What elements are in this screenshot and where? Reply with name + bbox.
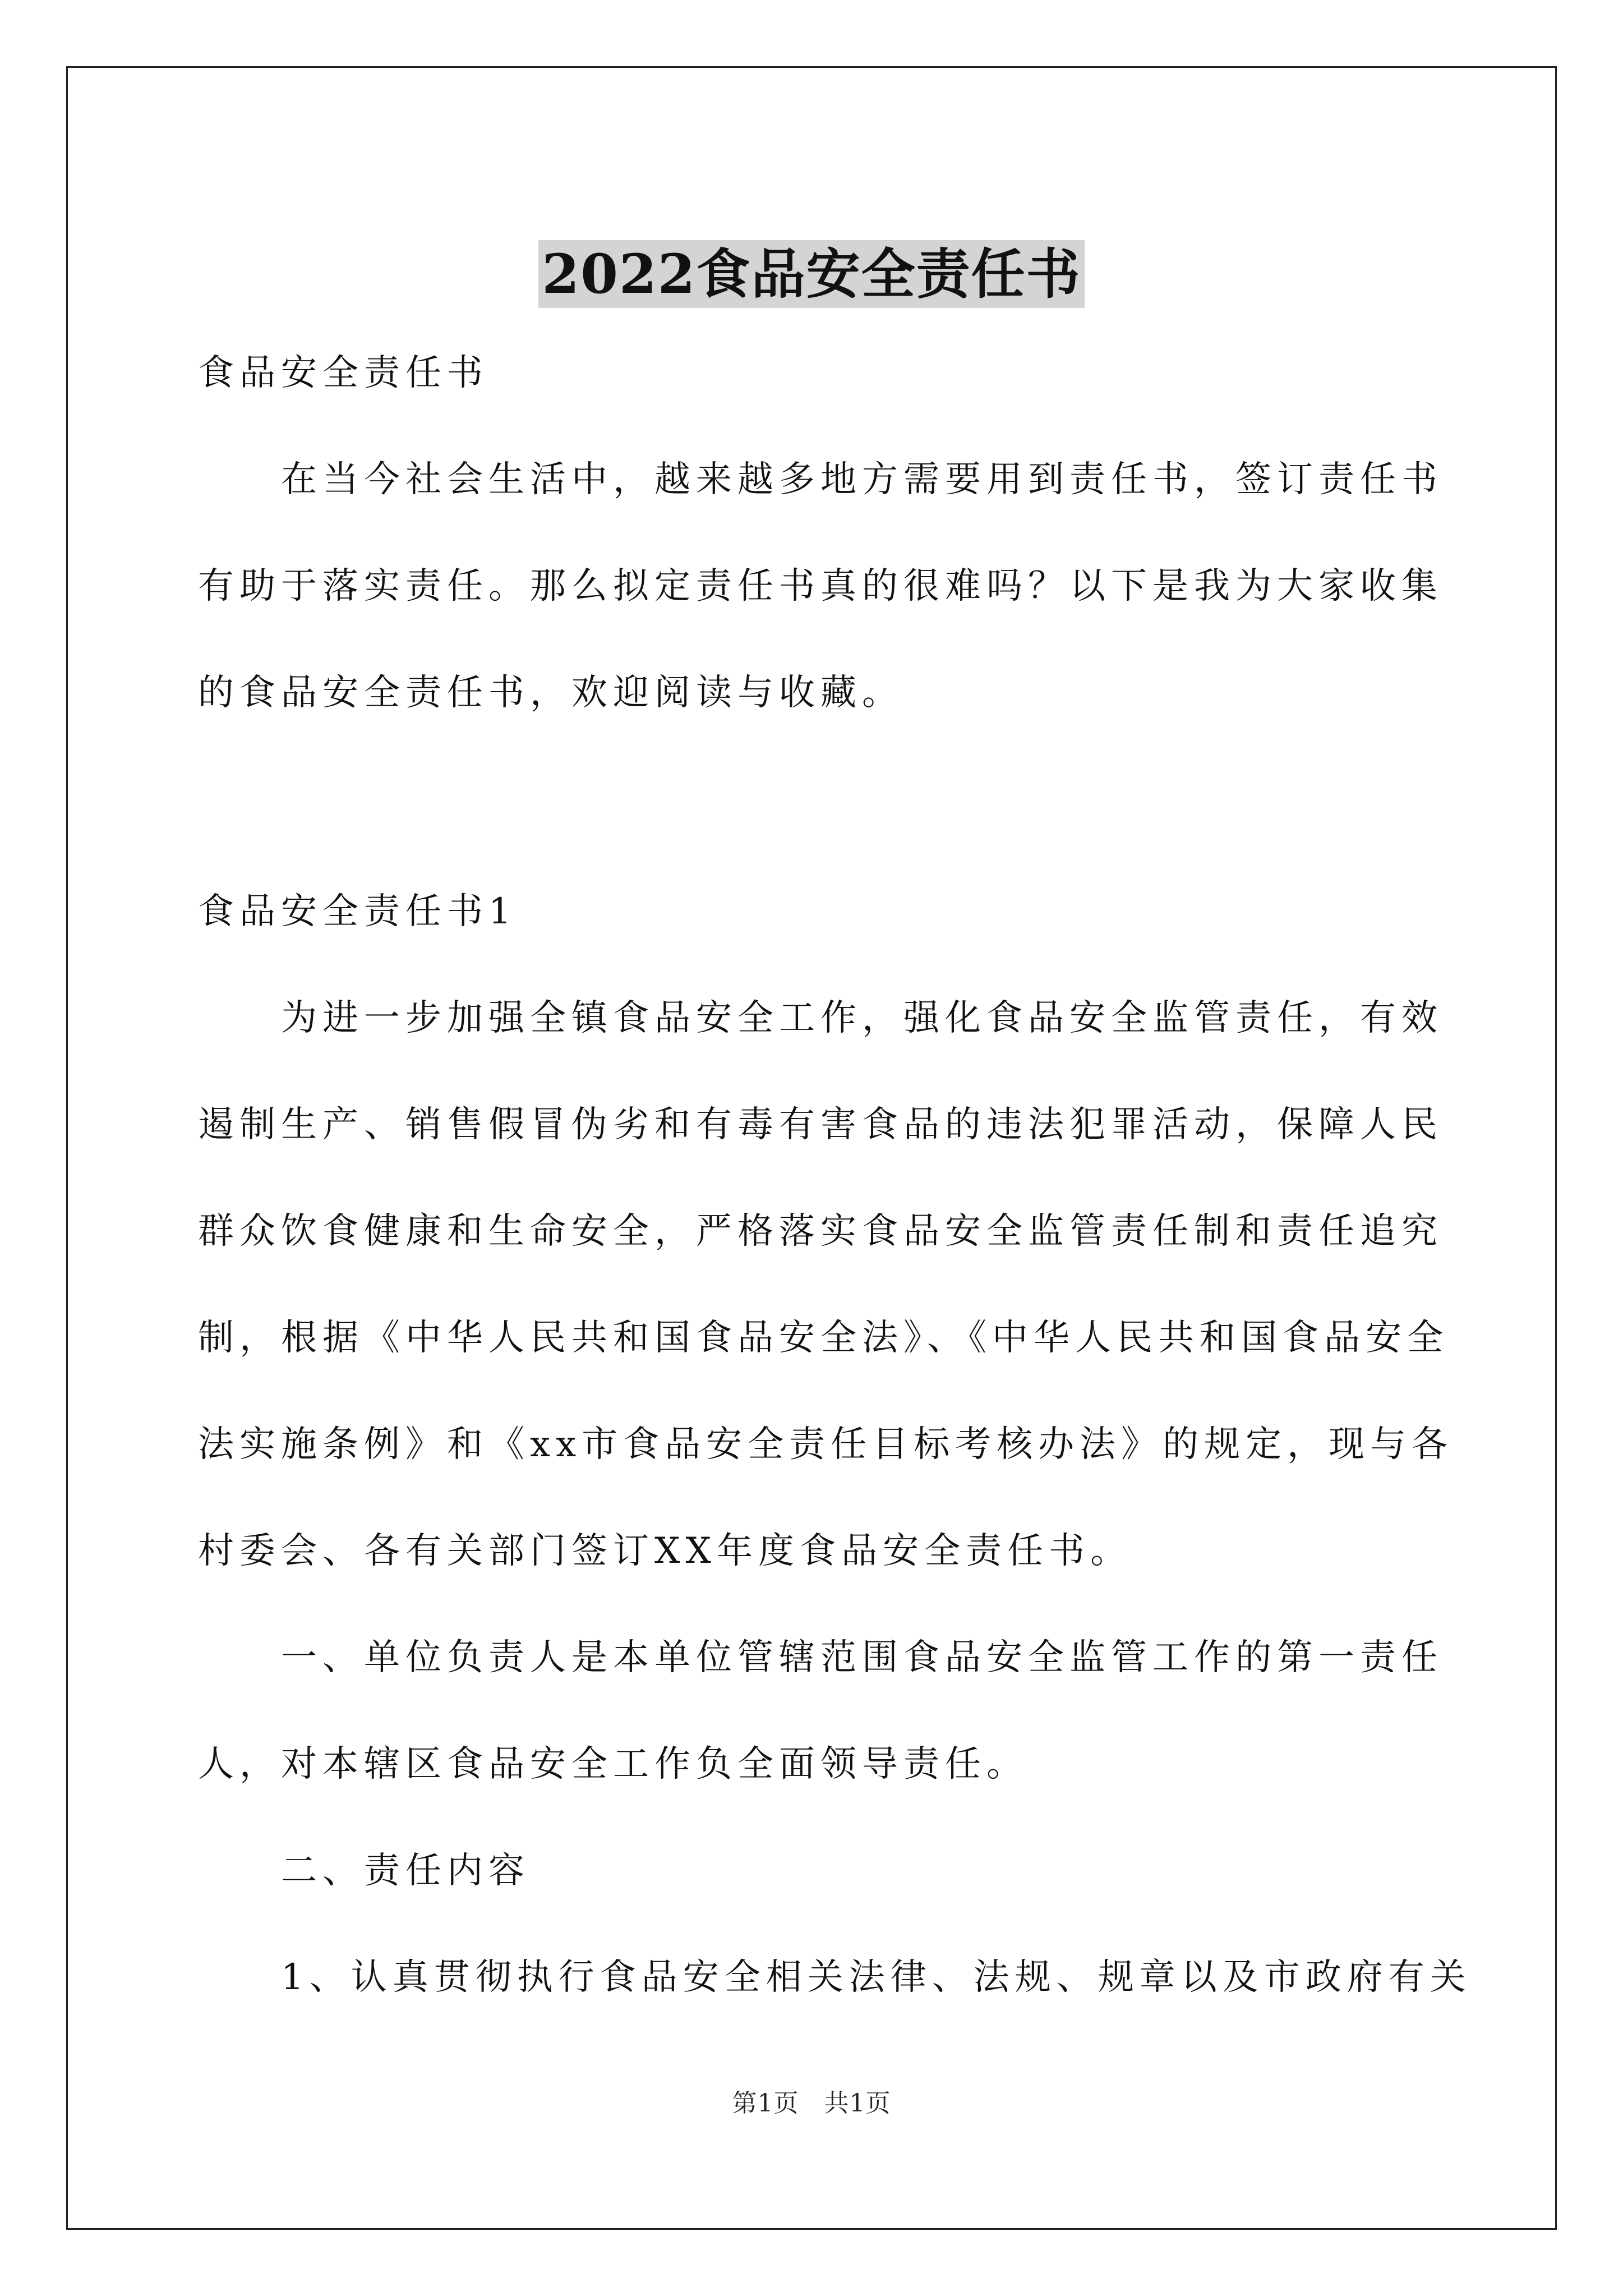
para1-line-3: 群众饮食健康和生命安全，严格落实食品安全监管责任制和责任追究: [198, 1211, 1443, 1252]
para1-line-6: 村委会、各有关部门签订XX年度食品安全责任书。: [198, 1530, 1132, 1572]
section-heading: 食品安全责任书1: [198, 891, 517, 932]
intro-line-2: 有助于落实责任。那么拟定责任书真的很难吗？以下是我为大家收集: [198, 565, 1443, 607]
para2-line-2: 人，对本辖区食品安全工作负全面领导责任。: [198, 1743, 1028, 1785]
para3-line: 二、责任内容: [281, 1850, 530, 1892]
para1-line-2: 遏制生产、销售假冒伪劣和有毒有害食品的违法犯罪活动，保障人民: [198, 1104, 1443, 1145]
subtitle: 食品安全责任书: [198, 352, 488, 394]
para1-line-5: 法实施条例》和《xx市食品安全责任目标考核办法》的规定，现与各: [198, 1424, 1454, 1465]
intro-line-1: 在当今社会生活中，越来越多地方需要用到责任书，签订责任书: [281, 459, 1443, 500]
document-title-text: 2022食品安全责任书: [538, 240, 1084, 308]
para2-line-1: 一、单位负责人是本单位管辖范围食品安全监管工作的第一责任: [281, 1637, 1443, 1678]
para4-line: 1、认真贯彻执行食品安全相关法律、法规、规章以及市政府有关: [281, 1957, 1472, 1998]
document-title: [0, 238, 1623, 311]
para1-line-4: 制，根据《中华人民共和国食品安全法》、《中华人民共和国食品安全: [198, 1317, 1449, 1359]
page-footer: 第1页 共1页: [732, 2089, 891, 2118]
intro-line-3: 的食品安全责任书，欢迎阅读与收藏。: [198, 672, 903, 714]
para1-line-1: 为进一步加强全镇食品安全工作，强化食品安全监管责任，有效: [281, 997, 1443, 1039]
